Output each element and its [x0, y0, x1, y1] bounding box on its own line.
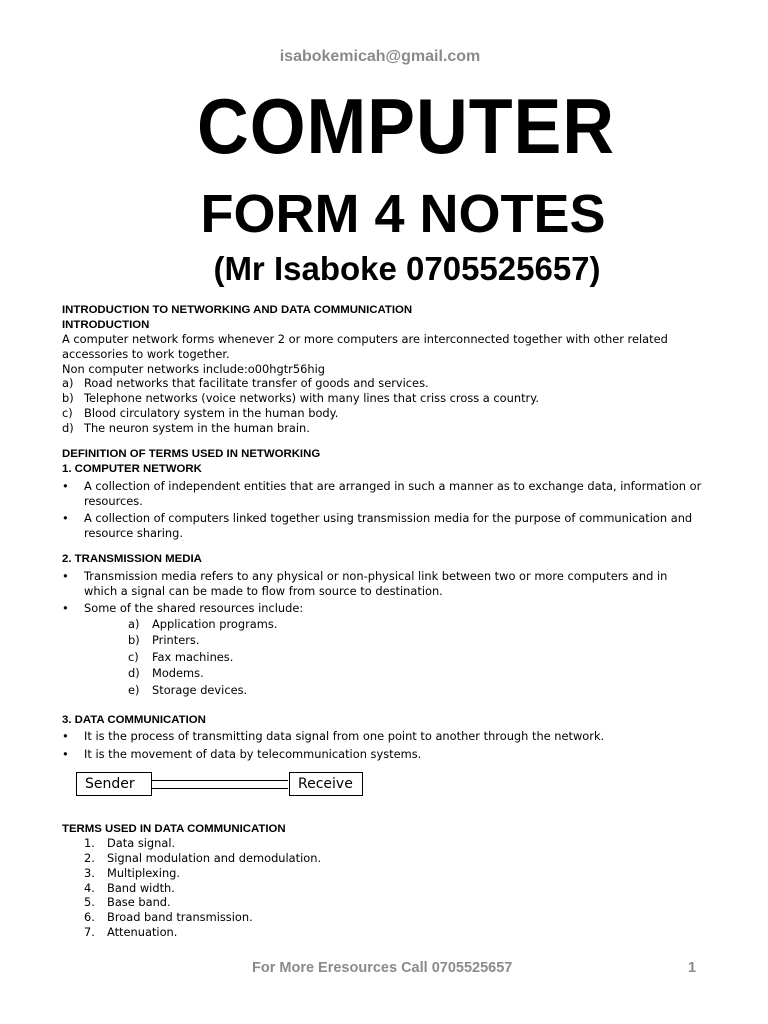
list-item: e) Storage devices. [128, 683, 248, 697]
list-item: 7. Attenuation. [84, 925, 178, 939]
list-item: b) Printers. [128, 633, 200, 647]
section-heading-terms: TERMS USED IN DATA COMMUNICATION [62, 823, 286, 835]
bullet-item: • It is the movement of data by telecommunication systems. [62, 747, 422, 761]
list-item: c) Fax machines. [128, 650, 234, 664]
list-item: 2. Signal modulation and demodulation. [84, 851, 322, 865]
receiver-box: Receive [289, 772, 363, 796]
link-line-top [152, 780, 288, 781]
bullet-icon: • [62, 511, 69, 525]
list-item: 5. Base band. [84, 895, 171, 909]
bullet-item: • It is the process of transmitting data signal from one point to another through the network. [62, 729, 605, 743]
list-item: a) Application programs. [128, 617, 278, 631]
list-item: 4. Band width. [84, 881, 175, 895]
page-title: COMPUTER [197, 82, 615, 170]
section-heading-networking: INTRODUCTION TO NETWORKING AND DATA COMMUNICATION [62, 304, 413, 316]
list-item: 6. Broad band transmission. [84, 910, 253, 924]
bullet-item: • Transmission media refers to any physical or non-physical link between two or more computers and in which a signal can be made to flow from source to destination. [62, 569, 668, 598]
bullet-item: • A collection of computers linked together using transmission media for the purpose of communication and resource sharing. [62, 511, 693, 540]
list-item: c) Blood circulatory system in the human body. [62, 406, 339, 420]
bullet-icon: • [62, 747, 69, 761]
footer-text: For More Eresources Call 0705525657 [252, 960, 513, 976]
list-item: d) The neuron system in the human brain. [62, 421, 310, 435]
bullet-icon: • [62, 479, 69, 493]
list-item: a) Road networks that facilitate transfer of goods and services. [62, 376, 429, 390]
list-item: 1. Data signal. [84, 836, 176, 850]
bullet-icon: • [62, 601, 69, 615]
author-contact: (Mr Isaboke 0705525657) [213, 250, 601, 287]
list-item: 3. Multiplexing. [84, 866, 181, 880]
link-line-bottom [152, 788, 288, 789]
subheading-transmission-media: 2. TRANSMISSION MEDIA [62, 553, 202, 565]
header-email: isabokemicah@gmail.com [279, 48, 481, 65]
section-heading-definitions: DEFINITION OF TERMS USED IN NETWORKING [62, 448, 321, 460]
bullet-icon: • [62, 569, 69, 583]
list-item: b) Telephone networks (voice networks) with many lines that criss cross a country. [62, 391, 539, 405]
sender-box: Sender [76, 772, 152, 796]
intro-paragraph: A computer network forms whenever 2 or more computers are interconnected together with other related accessories to work together. [62, 332, 668, 361]
bullet-icon: • [62, 729, 69, 743]
list-item: d) Modems. [128, 666, 204, 680]
page-subtitle: FORM 4 NOTES [200, 184, 606, 244]
bullet-item: • Some of the shared resources include: [62, 601, 304, 615]
bullet-item: • A collection of independent entities that are arranged in such a manner as to exchange data, information or resources. [62, 479, 702, 508]
non-computer-networks-line: Non computer networks include:o00hgtr56hig [62, 362, 325, 376]
subheading-computer-network: 1. COMPUTER NETWORK [62, 463, 202, 475]
page-number: 1 [688, 960, 697, 976]
subheading-data-communication: 3. DATA COMMUNICATION [62, 714, 206, 726]
section-heading-introduction: INTRODUCTION [62, 319, 150, 331]
